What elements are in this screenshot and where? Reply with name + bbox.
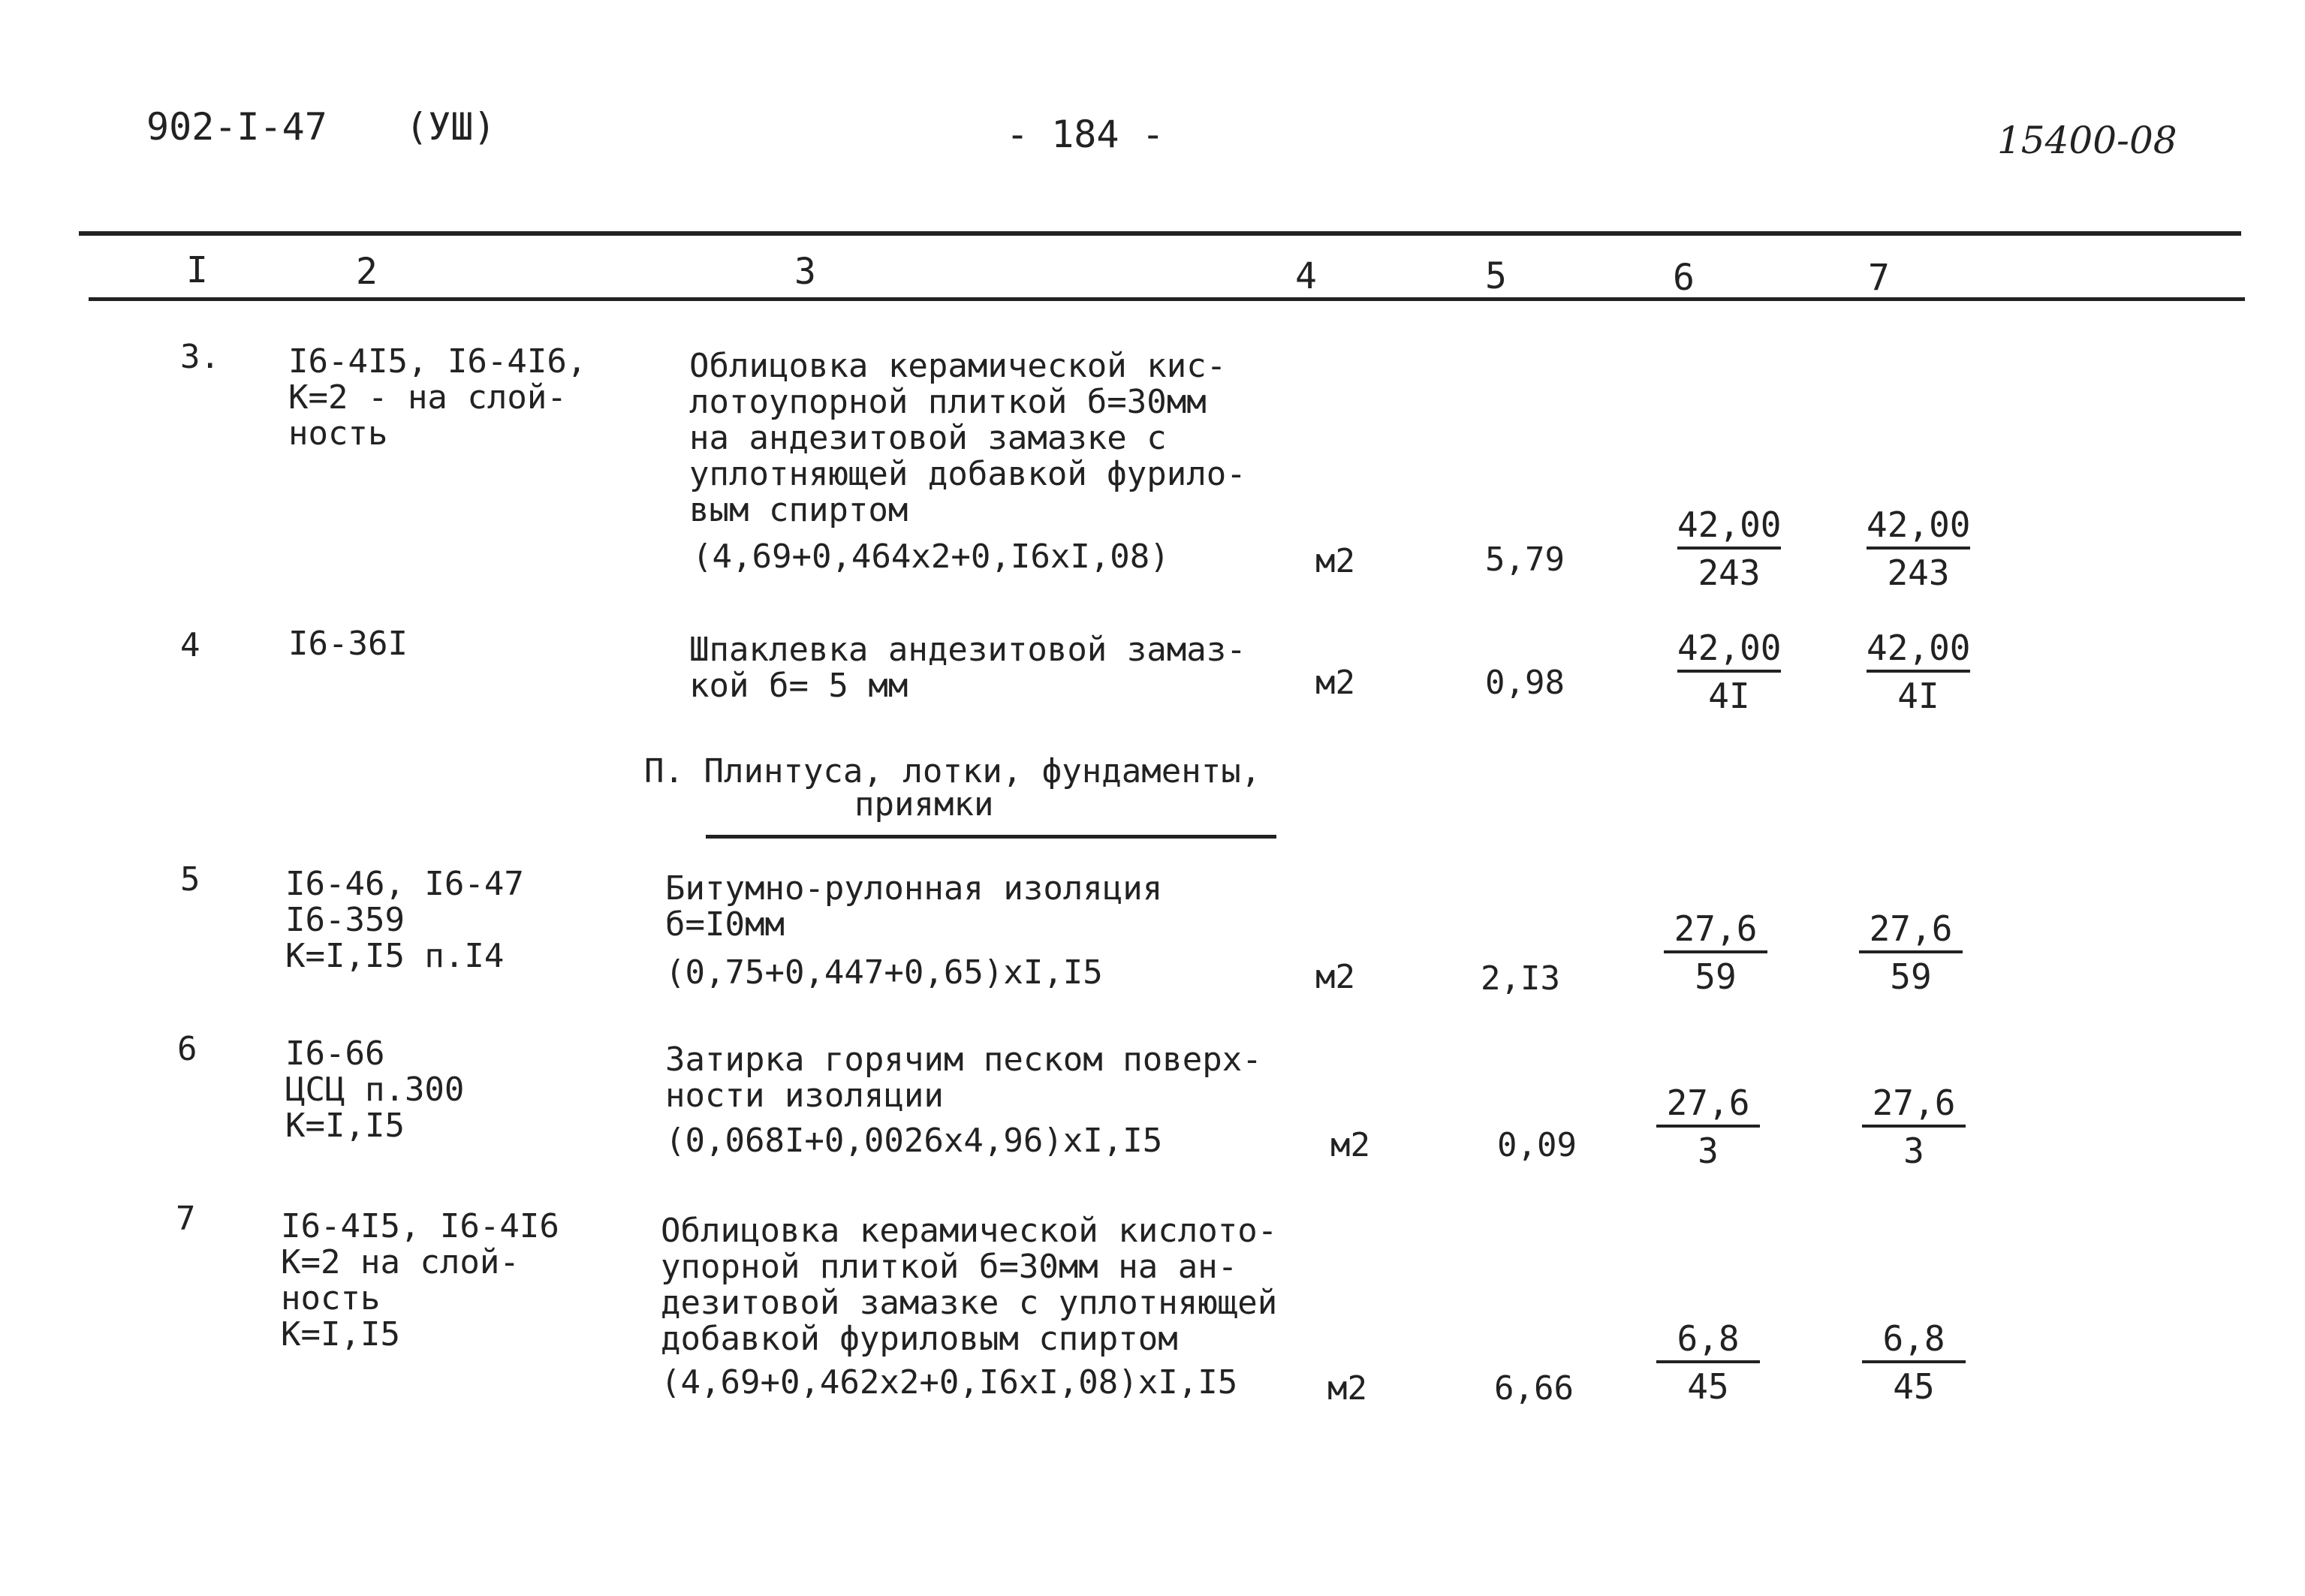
row-7-col7-fraction: $\frac{6,8}{45}$ — [1858, 1318, 1970, 1407]
row-6-unit: м2 — [1330, 1126, 1370, 1164]
row-7-col6-fraction: $\frac{6,8}{45}$ — [1652, 1318, 1764, 1407]
row-3-code: I6-4I5, I6-4I6, К=2 - на слой- ность — [288, 342, 587, 453]
row-7-unit: м2 — [1327, 1369, 1367, 1408]
row-6-col7-fraction: $\frac{27,6}{3}$ — [1858, 1083, 1970, 1171]
row-6-formula: (0,068I+0,0026x4,96)xI,I5 — [665, 1122, 1163, 1160]
row-7-code: I6-4I5, I6-4I6 К=2 на слой- ность К=I,I5 — [281, 1207, 559, 1354]
table-header-rule — [89, 297, 2245, 301]
page-number: - 184 - — [1006, 113, 1165, 156]
row-6-quantity: 0,09 — [1497, 1126, 1577, 1164]
section-heading-continued: приямки — [854, 785, 994, 824]
row-5-col7-fraction: $\frac{27,6}{59}$ — [1855, 908, 1967, 997]
row-4-number: 4 — [180, 626, 200, 664]
row-4-unit: м2 — [1315, 664, 1355, 702]
row-6-col6-fraction: $\frac{27,6}{3}$ — [1652, 1083, 1764, 1171]
row-6-code: I6-66 ЦСЦ п.300 К=I,I5 — [285, 1034, 465, 1145]
row-6-number: 6 — [177, 1030, 197, 1068]
section-heading: П. Плинтуса, лотки, фундаменты, — [644, 752, 1261, 790]
row-4-code: I6-36I — [288, 625, 408, 663]
row-7-formula: (4,69+0,462x2+0,I6xI,08)xI,I5 — [661, 1363, 1238, 1402]
row-3-description: Облицовка керамической кис- лотоупорной плиткой б=30мм на андезитовой замазке с уплотняющей добавкой фурило- вым спиртом — [689, 347, 1246, 529]
column-header-7: 7 — [1868, 257, 1890, 299]
row-4-description: Шпаклевка андезитовой замаз- кой б= 5 мм — [689, 631, 1246, 705]
row-3-col6-fraction: $\frac{42,00}{243}$ — [1677, 504, 1782, 593]
row-3-col7-fraction: $\frac{42,00}{243}$ — [1867, 504, 1971, 593]
row-7-description: Облицовка керамической кислото- упорной плиткой б=30мм на ан- дезитовой замазке с уплотняющей добавкой фуриловым спиртом — [661, 1212, 1278, 1358]
column-header-3: 3 — [794, 251, 816, 293]
row-4-quantity: 0,98 — [1485, 664, 1565, 702]
table-top-rule — [79, 231, 2241, 236]
row-4-col7-fraction: $\frac{42,00}{4I}$ — [1867, 628, 1971, 716]
row-5-code: I6-46, I6-47 I6-359 К=I,I5 п.I4 — [285, 865, 524, 975]
section-underline — [706, 835, 1276, 839]
row-5-unit: м2 — [1315, 958, 1355, 996]
document-code: 902-I-47 — [146, 105, 327, 149]
row-7-number: 7 — [176, 1200, 196, 1238]
row-7-quantity: 6,66 — [1494, 1369, 1574, 1408]
row-3-unit: м2 — [1315, 542, 1355, 580]
row-5-col6-fraction: $\frac{27,6}{59}$ — [1659, 908, 1772, 997]
row-3-formula: (4,69+0,464x2+0,I6xI,08) — [692, 538, 1170, 576]
row-5-quantity: 2,I3 — [1481, 959, 1560, 998]
column-header-2: 2 — [356, 251, 378, 293]
row-4-col6-fraction: $\frac{42,00}{4I}$ — [1677, 628, 1782, 716]
archive-number: 15400-08 — [1997, 119, 2177, 162]
column-header-1: I — [186, 249, 208, 291]
column-header-5: 5 — [1485, 255, 1507, 297]
column-header-4: 4 — [1295, 255, 1317, 297]
row-6-description: Затирка горячим песком поверх- ности изоляции — [665, 1040, 1262, 1115]
row-5-description: Битумно-рулонная изоляция б=I0мм — [665, 869, 1163, 944]
row-5-formula: (0,75+0,447+0,65)xI,I5 — [665, 953, 1103, 992]
row-3-number: 3. — [180, 338, 220, 376]
series-code: (УШ) — [405, 105, 496, 149]
column-header-6: 6 — [1673, 257, 1695, 299]
row-3-quantity: 5,79 — [1485, 541, 1565, 579]
row-5-number: 5 — [180, 860, 200, 899]
